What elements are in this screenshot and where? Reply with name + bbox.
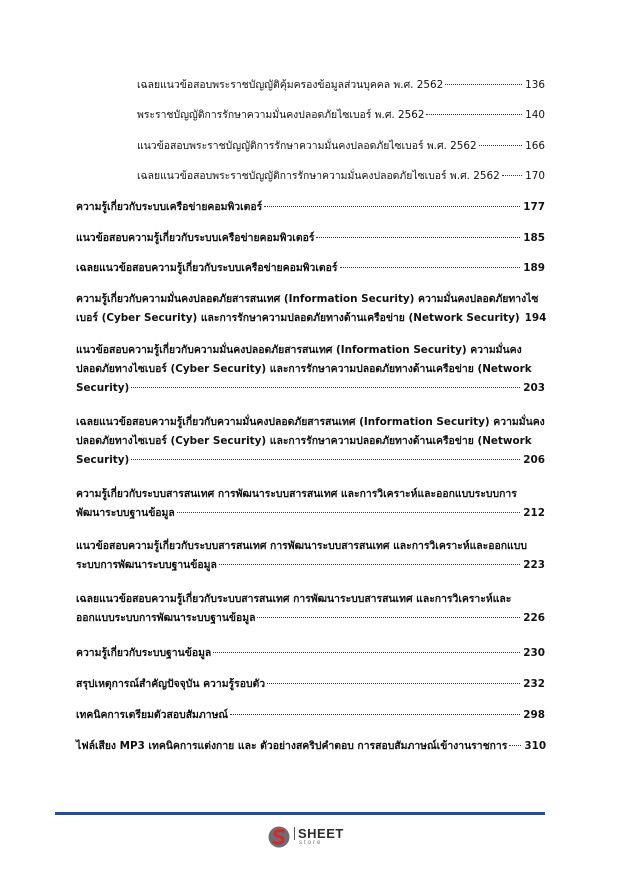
toc-entry-title: เทคนิคการเตรียมตัวสอบสัมภาษณ์: [76, 709, 229, 721]
toc-entry-title-line: พัฒนาระบบฐานข้อมูล: [76, 507, 175, 519]
leader-dots: [502, 175, 522, 176]
toc-entry-page: 232: [523, 678, 545, 690]
toc-entry-page: 140: [525, 109, 545, 121]
toc-entry-page: 166: [525, 140, 545, 152]
toc-sub-entry[interactable]: [137, 107, 545, 123]
toc-entry[interactable]: [76, 342, 545, 396]
toc-entry-page: 298: [523, 709, 545, 721]
toc-entry[interactable]: [76, 738, 545, 754]
leader-dots: [177, 512, 521, 513]
toc-entry-title: ความรู้เกี่ยวกับระบบเครือข่ายคอมพิวเตอร์: [76, 201, 263, 213]
toc-entry[interactable]: [76, 676, 545, 692]
sheet-store-logo: [268, 824, 358, 850]
toc-sub-entry[interactable]: [137, 138, 545, 154]
toc-entry-title-line: เฉลยแนวข้อสอบความรู้เกี่ยวกับระบบสารสนเทศ การพัฒนาระบบสารสนเทศ และการวิเคราะห์และ: [76, 593, 512, 605]
toc-sub-entry[interactable]: [137, 77, 545, 93]
toc-entry-page: 212: [523, 507, 545, 519]
toc-entry-page: 194: [524, 312, 547, 324]
toc-sub-entry[interactable]: [137, 168, 545, 184]
leader-dots: [479, 145, 523, 146]
toc-entry-page: 170: [525, 170, 545, 182]
leader-dots: [267, 683, 520, 684]
toc-entry[interactable]: [76, 291, 545, 326]
toc-entry-title-line: ออกแบบระบบการพัฒนาระบบฐานข้อมูล: [76, 612, 256, 624]
leader-dots: [213, 652, 520, 653]
toc-entry[interactable]: [76, 199, 545, 215]
toc-entry[interactable]: [76, 260, 545, 276]
leader-dots: [316, 237, 520, 238]
leader-dots: [131, 459, 520, 460]
toc-entry-title-line: ความรู้เกี่ยวกับระบบสารสนเทศ การพัฒนาระบบสารสนเทศ และการวิเคราะห์และออกแบบระบบการ: [76, 488, 517, 500]
toc-entry-page: 185: [523, 232, 545, 244]
logo-brand-subtext: store: [299, 840, 323, 846]
toc-entry-title: แนวข้อสอบความรู้เกี่ยวกับระบบเครือข่ายคอมพิวเตอร์: [76, 232, 315, 244]
footer-divider: [55, 812, 545, 815]
toc-entry-title-line: แนวข้อสอบความรู้เกี่ยวกับระบบสารสนเทศ การพัฒนาระบบสารสนเทศ และการวิเคราะห์และออกแบบ: [76, 540, 527, 552]
toc-entry[interactable]: [76, 707, 545, 723]
toc-entry-title-line: ปลอดภัยทางไซเบอร์ (Cyber Security) และการรักษาความปลอดภัยทางด้านเครือข่าย (Network: [76, 363, 532, 375]
leader-dots: [131, 387, 520, 388]
toc-entry-title: เฉลยแนวข้อสอบพระราชบัญญัติคุ้มครองข้อมูลส่วนบุคคล พ.ศ. 2562: [137, 79, 444, 91]
leader-dots: [445, 84, 522, 85]
toc-entry-page: 230: [523, 647, 545, 659]
leader-dots: [219, 564, 520, 565]
toc-entry-title-line: ปลอดภัยทางไซเบอร์ (Cyber Security) และการรักษาความปลอดภัยทางด้านเครือข่าย (Network: [76, 435, 532, 447]
sheet-store-s-icon: [268, 825, 290, 849]
leader-dots: [264, 206, 520, 207]
toc-entry[interactable]: [76, 414, 545, 468]
toc-entry-page: 177: [523, 201, 545, 213]
leader-dots: [426, 114, 522, 115]
toc-entry[interactable]: [76, 486, 545, 521]
toc-entry-title: เฉลยแนวข้อสอบพระราชบัญญัติการรักษาความมั่นคงปลอดภัยไซเบอร์ พ.ศ. 2562: [137, 170, 500, 182]
toc-entry-page: 203: [523, 382, 545, 394]
toc-entry-title: สรุปเหตุการณ์สำคัญปัจจุบัน ความรู้รอบตัว: [76, 678, 266, 690]
toc-entry-title: ไฟล์เสียง MP3 เทคนิคการแต่งกาย และ ตัวอย่างสคริปคำตอบ การสอบสัมภาษณ์เข้างานราชการ: [76, 740, 508, 752]
toc-entry[interactable]: [76, 230, 545, 246]
toc-entry-title-line: Security): [76, 454, 130, 466]
logo-brand-text: SHEET: [294, 827, 344, 840]
toc-entry-title: พระราชบัญญัติการรักษาความมั่นคงปลอดภัยไซเบอร์ พ.ศ. 2562: [137, 109, 425, 121]
toc-entry-title-line: ระบบการพัฒนาระบบฐานข้อมูล: [76, 559, 217, 571]
toc-entry-title-line: เฉลยแนวข้อสอบความรู้เกี่ยวกับความมั่นคงปลอดภัยสารสนเทศ (Information Security) ความมั่นคง: [76, 416, 545, 428]
toc-entry-page: 226: [523, 612, 545, 624]
leader-dots: [340, 267, 521, 268]
toc-entry-page: 223: [523, 559, 545, 571]
toc-entry-page: 189: [523, 262, 545, 274]
toc-entry-title-line: ความรู้เกี่ยวกับความมั่นคงปลอดภัยสารสนเทศ (Information Security) ความมั่นคงปลอดภัยทางไซ: [76, 293, 539, 305]
toc-entry-page: 136: [525, 79, 545, 91]
toc-entry-title: ความรู้เกี่ยวกับระบบฐานข้อมูล: [76, 647, 212, 659]
toc-entry-title-line: Security): [76, 382, 130, 394]
toc-entry[interactable]: [76, 645, 545, 661]
leader-dots: [230, 714, 520, 715]
toc-entry-title: แนวข้อสอบพระราชบัญญัติการรักษาความมั่นคงปลอดภัยไซเบอร์ พ.ศ. 2562: [137, 140, 477, 152]
toc-entry-title-line: แนวข้อสอบความรู้เกี่ยวกับความมั่นคงปลอดภัยสารสนเทศ (Information Security) ความมั่นคง: [76, 344, 522, 356]
toc-entry-title-line: เบอร์ (Cyber Security) และการรักษาความปลอดภัยทางด้านเครือข่าย (Network Security): [76, 312, 520, 324]
leader-dots: [257, 617, 520, 618]
toc-entry[interactable]: [76, 591, 545, 626]
toc-entry-page: 206: [523, 454, 545, 466]
toc-entry[interactable]: [76, 538, 545, 573]
toc-entry-title: เฉลยแนวข้อสอบความรู้เกี่ยวกับระบบเครือข่ายคอมพิวเตอร์: [76, 262, 338, 274]
leader-dots: [509, 745, 521, 746]
toc-entry-page: 310: [524, 740, 547, 752]
